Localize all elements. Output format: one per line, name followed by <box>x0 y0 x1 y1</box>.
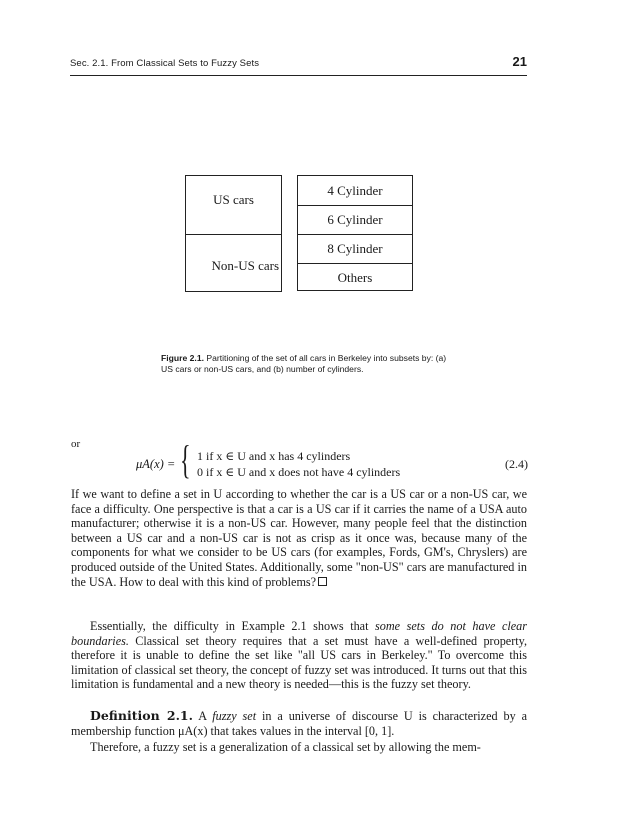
definition-text-a: A <box>192 709 213 723</box>
section-title: Sec. 2.1. From Classical Sets to Fuzzy Sets <box>70 58 260 69</box>
paragraph-2-text-b: Classical set theory requires that a set must have a well-defined property, therefore it is unable to define the set like "all US cars in Berkeley." To overcome this limitation of classical set theory, the concept of fuzzy set was introduced. It turns out that this limitation is fundamental and a new theory is needed—this is the fuzzy set theory. <box>71 633 527 692</box>
box-us-cars: US cars <box>213 192 254 207</box>
definition-emphasis: fuzzy set <box>212 709 257 723</box>
figure-caption <box>161 353 453 375</box>
figure-partition-cylinders <box>297 175 413 291</box>
definition-2-1 <box>71 709 527 738</box>
definition-text-b: in a universe of discourse U is characterized by a membership function μA(x) that takes values in the interval [0, 1]. <box>71 709 527 738</box>
running-header <box>70 54 527 76</box>
or-word: or <box>71 438 81 450</box>
box-4-cylinder: 4 Cylinder <box>327 182 383 198</box>
equation-case-2: 0 if x ∈ U and x does not have 4 cylinders <box>197 465 401 479</box>
definition-heading: Definition 2.1. <box>90 708 193 723</box>
equation-cases <box>197 448 400 480</box>
paragraph-4 <box>71 740 527 755</box>
box-8-cylinder: 8 Cylinder <box>298 234 412 263</box>
figure-partition-origin <box>185 175 282 292</box>
paragraph-2 <box>71 619 527 692</box>
equation-brace: { <box>180 437 191 482</box>
page-number: 21 <box>512 54 527 69</box>
equation-number: (2.4) <box>505 457 528 471</box>
paragraph-1-text: If we want to define a set in U according to whether the car is a US car or a non-US car, we face a difficulty. One perspective is that a car is a US car if it carries the name of a USA auto manufacturer; otherwise it is a non-US car. However, many people feel that the distinction between a US car and a non-US car is not as crisp as it once was, because many of the components for what we consider to be US cars (for examples, Fords, GM's, Chryslers) are produced outside of the United States. Additionally, some "non-US" cars are manufactured in the USA. How to deal with this kind of problems? <box>71 487 527 589</box>
box-others: Others <box>298 263 412 292</box>
box-6-cylinder: 6 Cylinder <box>298 205 412 234</box>
paragraph-2-emphasis: some sets do not have clear boundaries. <box>71 619 527 648</box>
paragraph-2-text-a: Essentially, the difficulty in Example 2.1 shows that <box>90 619 376 633</box>
caption-text: Partitioning of the set of all cars in Berkeley into subsets by: (a) US cars or non-US cars, and (b) number of cylinders. <box>161 353 447 374</box>
paragraph-1 <box>71 487 527 589</box>
qed-square-icon <box>318 577 327 586</box>
caption-label: Figure 2.1. <box>161 353 204 363</box>
equation-lhs: μA(x) = <box>136 457 176 471</box>
box-non-us-cars: Non-US cars <box>186 234 281 292</box>
paragraph-4-text: Therefore, a fuzzy set is a generalization of a classical set by allowing the mem- <box>90 740 481 754</box>
equation-case-1: 1 if x ∈ U and x has 4 cylinders <box>197 449 351 463</box>
